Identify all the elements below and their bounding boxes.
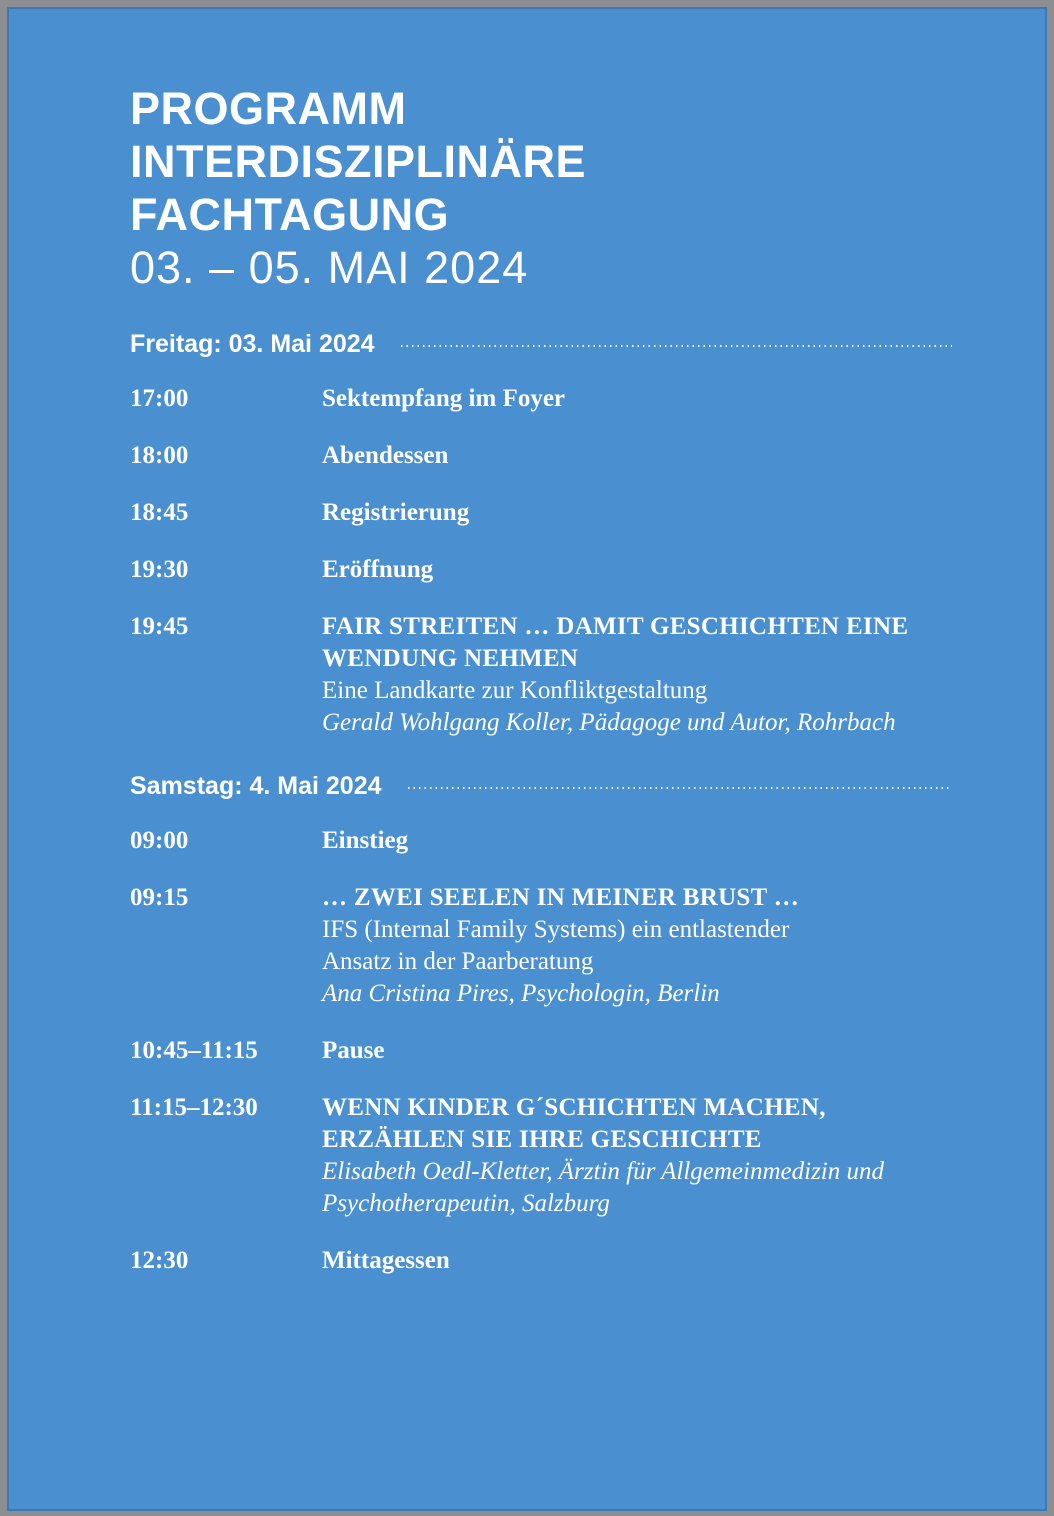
schedule-time: 18:00 <box>130 442 189 469</box>
day-header <box>130 771 952 801</box>
event-title: Eröffnung <box>322 556 434 583</box>
schedule-time: 19:30 <box>130 556 189 583</box>
event-title: FAIR STREITEN … DAMIT GESCHICHTEN EINE <box>322 613 909 640</box>
schedule-time: 09:15 <box>130 884 189 911</box>
dotted-rule <box>408 787 952 789</box>
schedule-time: 18:45 <box>130 499 189 526</box>
event-description: Ansatz in der Paarberatung <box>322 948 594 975</box>
event-title: Registrierung <box>322 499 470 526</box>
schedule-row <box>130 497 952 529</box>
schedule-time: 12:30 <box>130 1247 189 1274</box>
page-title <box>130 82 952 294</box>
event-title: Pause <box>322 1037 385 1064</box>
page-subtitle: 03. – 05. MAI 2024 <box>130 242 529 293</box>
event-speaker: Elisabeth Oedl-Kletter, Ärztin für Allgemeinmedizin und <box>322 1158 884 1185</box>
event-speaker: Gerald Wohlgang Koller, Pädagoge und Autor, Rohrbach <box>322 709 896 736</box>
event-speaker: Psychotherapeutin, Salzburg <box>322 1190 610 1217</box>
event-title: WENN KINDER G´SCHICHTEN MACHEN, <box>322 1094 826 1121</box>
schedule-row <box>130 825 952 857</box>
event-title: Mittagessen <box>322 1247 450 1274</box>
document-page <box>7 7 1047 1511</box>
schedule-time: 17:00 <box>130 385 189 412</box>
day-header <box>130 329 952 359</box>
schedule-row <box>130 383 952 415</box>
day-header-label: Samstag: 4. Mai 2024 <box>130 772 382 800</box>
day-section-friday <box>130 329 952 739</box>
event-speaker: Ana Cristina Pires, Psychologin, Berlin <box>322 980 720 1007</box>
event-title: Einstieg <box>322 827 409 854</box>
schedule-row <box>130 440 952 472</box>
schedule-row <box>130 882 952 1010</box>
page-title-line: FACHTAGUNG <box>130 189 450 240</box>
schedule-row <box>130 1092 952 1220</box>
event-title: WENDUNG NEHMEN <box>322 645 579 672</box>
page-title-line: PROGRAMM <box>130 83 407 134</box>
event-title: Abendessen <box>322 442 449 469</box>
dotted-rule <box>401 345 952 347</box>
schedule-time: 09:00 <box>130 827 189 854</box>
schedule-row <box>130 1245 952 1277</box>
event-title: … ZWEI SEELEN IN MEINER BRUST … <box>322 884 800 911</box>
schedule-time: 19:45 <box>130 613 189 640</box>
schedule-row <box>130 611 952 739</box>
schedule-row <box>130 1035 952 1067</box>
event-title: Sektempfang im Foyer <box>322 385 566 412</box>
day-section-saturday <box>130 771 952 1277</box>
schedule-time: 10:45–11:15 <box>130 1037 258 1064</box>
page-content <box>9 9 1045 1277</box>
page-title-line: INTERDISZIPLINÄRE <box>130 136 587 187</box>
event-title: ERZÄHLEN SIE IHRE GESCHICHTE <box>322 1126 762 1153</box>
schedule-row <box>130 554 952 586</box>
event-description: Eine Landkarte zur Konfliktgestaltung <box>322 677 708 704</box>
schedule-time: 11:15–12:30 <box>130 1094 258 1121</box>
day-header-label: Freitag: 03. Mai 2024 <box>130 330 375 358</box>
event-description: IFS (Internal Family Systems) ein entlastender <box>322 916 790 943</box>
